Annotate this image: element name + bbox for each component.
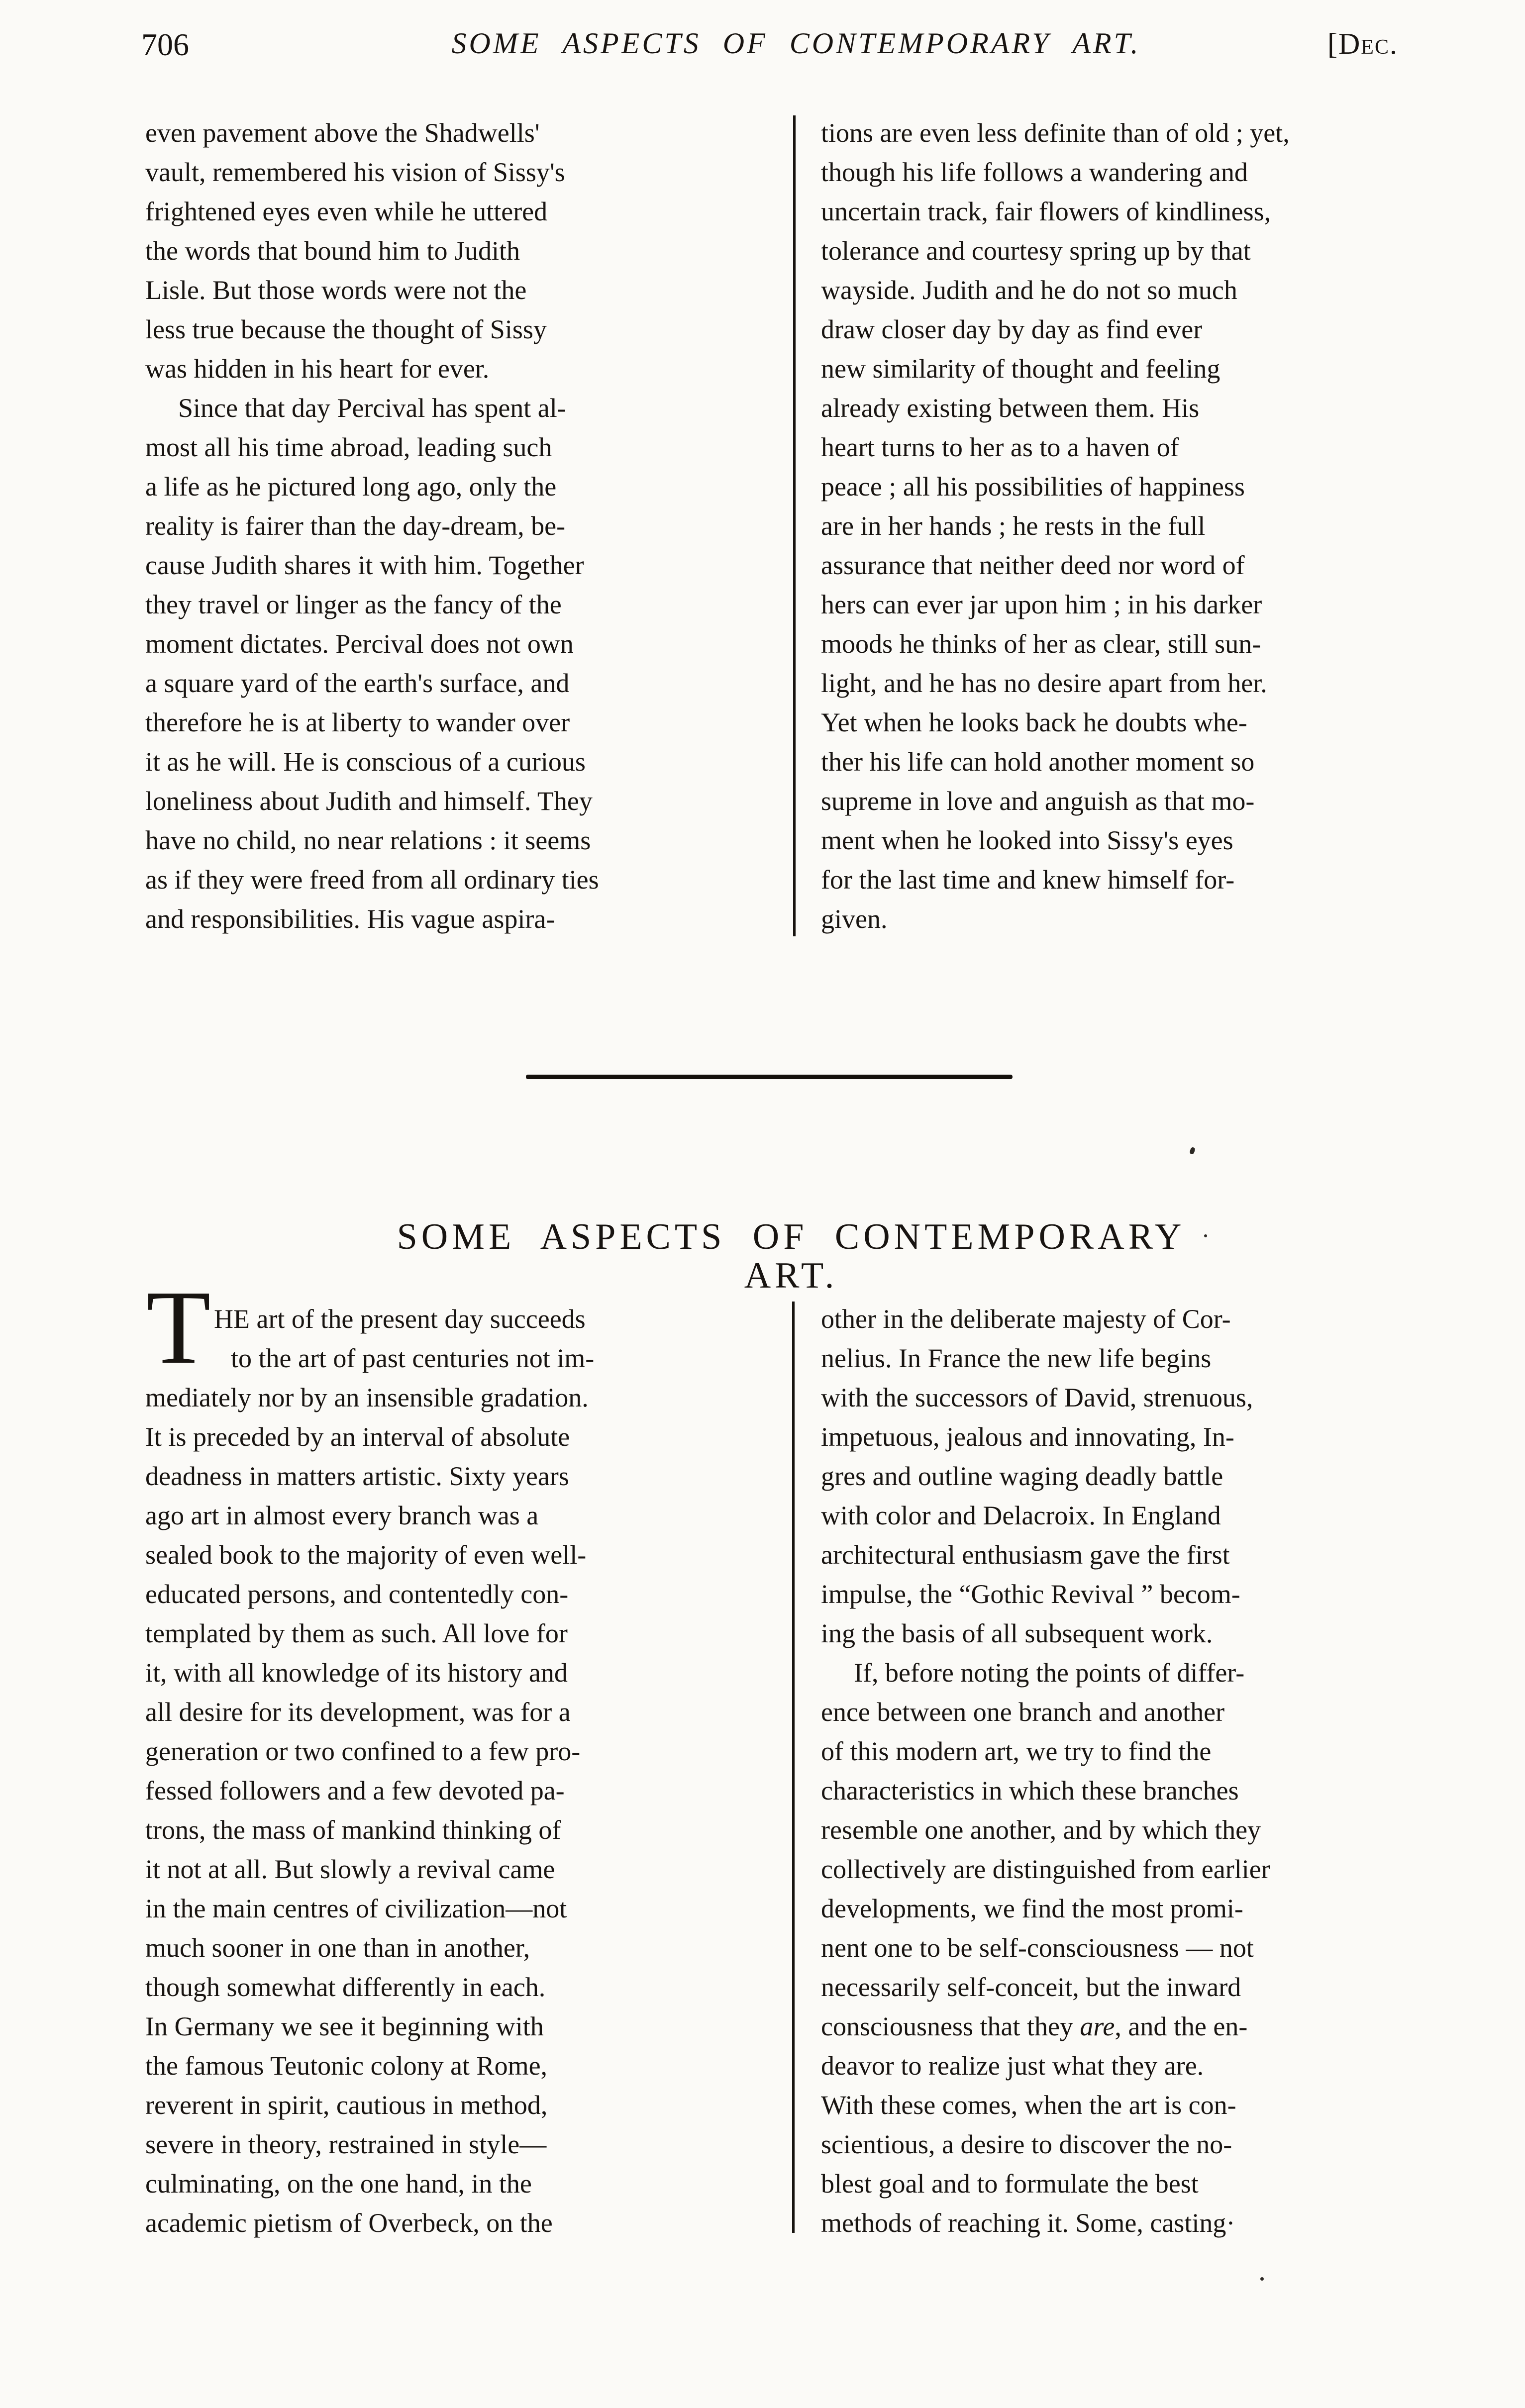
- text-line: [145, 2125, 785, 2164]
- line-text: much sooner in one than in another,: [145, 1933, 530, 1963]
- ink-speck: [1189, 1147, 1196, 1155]
- text-line: [821, 1614, 1451, 1653]
- text-line: [145, 1732, 785, 1771]
- line-text: deadness in matters artistic. Sixty years: [145, 1461, 569, 1491]
- line-text: methods of reaching it. Some, casting·: [821, 2208, 1235, 2238]
- text-line: [145, 782, 785, 821]
- text-line: [145, 1850, 785, 1889]
- line-text: wayside. Judith and he do not so much: [821, 275, 1237, 305]
- text-line: [821, 1850, 1451, 1889]
- text-line: [145, 1771, 785, 1810]
- text-line: [821, 860, 1451, 900]
- ending-article-right-column: [821, 113, 1451, 939]
- line-text: If, before noting the points of differ-: [854, 1658, 1245, 1688]
- line-text: architectural enthusiasm gave the first: [821, 1540, 1230, 1570]
- line-text: all desire for its development, was for a: [145, 1697, 571, 1727]
- line-text: even pavement above the Shadwells': [145, 118, 540, 148]
- text-line: [145, 821, 785, 860]
- line-text: and responsibilities. His vague aspira-: [145, 904, 555, 934]
- line-text: they travel or linger as the fancy of the: [145, 590, 562, 619]
- line-text: consciousness that they: [821, 2011, 1080, 2041]
- line-text: was hidden in his heart for ever.: [145, 354, 490, 384]
- text-line: [145, 271, 785, 310]
- line-text: educated persons, and contentedly con-: [145, 1579, 569, 1609]
- line-text: are in her hands ; he rests in the full: [821, 511, 1206, 541]
- text-line: [145, 1417, 785, 1457]
- line-text: characteristics in which these branches: [821, 1776, 1239, 1806]
- text-line: [821, 2204, 1451, 2243]
- text-line: [145, 389, 785, 428]
- text-line: [145, 1653, 785, 1693]
- line-text: ing the basis of all subsequent work.: [821, 1618, 1213, 1648]
- line-text: light, and he has no desire apart from her.: [821, 668, 1267, 698]
- text-line: [145, 506, 785, 546]
- text-line: [145, 113, 785, 153]
- line-text: it, with all knowledge of its history and: [145, 1658, 568, 1688]
- running-title: SOME ASPECTS OF CONTEMPORARY ART.: [451, 27, 1141, 60]
- text-line: [821, 192, 1451, 231]
- text-line: [821, 900, 1451, 939]
- line-text: given.: [821, 904, 888, 934]
- line-text: uncertain track, fair flowers of kindliness,: [821, 197, 1271, 226]
- line-text: new similarity of thought and feeling: [821, 354, 1220, 384]
- text-line: [821, 1732, 1451, 1771]
- line-text: nent one to be self-consciousness — not: [821, 1933, 1254, 1963]
- line-text: developments, we find the most promi-: [821, 1894, 1243, 1923]
- text-line: [821, 2164, 1451, 2204]
- line-text: mediately nor by an insensible gradation.: [145, 1383, 589, 1412]
- text-line: [821, 113, 1451, 153]
- line-text: the words that bound him to Judith: [145, 236, 520, 266]
- line-text: ther his life can hold another moment so: [821, 747, 1255, 777]
- line-text: moment dictates. Percival does not own: [145, 629, 574, 659]
- line-text: have no child, no near relations : it seems: [145, 825, 591, 855]
- text-line: [821, 389, 1451, 428]
- line-text: reverent in spirit, cautious in method,: [145, 2090, 548, 2120]
- line-text: impulse, the “Gothic Revival ” becom-: [821, 1579, 1240, 1609]
- text-line: [145, 349, 785, 389]
- line-text: collectively are distinguished from earlier: [821, 1854, 1270, 1884]
- line-text: Since that day Percival has spent al-: [178, 393, 566, 423]
- text-line: [145, 1889, 785, 1928]
- line-text: frightened eyes even while he uttered: [145, 197, 548, 226]
- text-line: [821, 1417, 1451, 1457]
- line-text: tolerance and courtesy spring up by that: [821, 236, 1251, 266]
- text-line: [145, 1575, 785, 1614]
- text-line: [145, 703, 785, 742]
- line-text: in the main centres of civilization—not: [145, 1894, 567, 1923]
- text-line: [145, 664, 785, 703]
- line-text: it not at all. But slowly a revival came: [145, 1854, 555, 1884]
- text-line: [145, 467, 785, 506]
- line-text: heart turns to her as to a haven of: [821, 432, 1179, 462]
- line-text: severe in theory, restrained in style—: [145, 2129, 547, 2159]
- text-line: [145, 153, 785, 192]
- column-divider-rule-top: [793, 115, 796, 936]
- text-line: [145, 1693, 785, 1732]
- line-text: assurance that neither deed nor word of: [821, 550, 1245, 580]
- ink-speck: [1204, 1234, 1207, 1237]
- article-title: SOME ASPECTS OF CONTEMPORARY ART.: [397, 1216, 1186, 1296]
- line-text: templated by them as such. All love for: [145, 1618, 568, 1648]
- text-line: [821, 467, 1451, 506]
- text-line: [821, 1653, 1451, 1693]
- text-line: [145, 1378, 785, 1417]
- line-text: ago art in almost every branch was a: [145, 1501, 539, 1530]
- line-text: fessed followers and a few devoted pa-: [145, 1776, 565, 1806]
- text-line: [145, 1614, 785, 1653]
- text-line: [145, 310, 785, 349]
- line-text: gres and outline waging deadly battle: [821, 1461, 1223, 1491]
- line-text: supreme in love and anguish as that mo-: [821, 786, 1255, 816]
- line-text: ment when he looked into Sissy's eyes: [821, 825, 1233, 855]
- line-text: cause Judith shares it with him. Together: [145, 550, 584, 580]
- text-line: [821, 782, 1451, 821]
- line-text: resemble one another, and by which they: [821, 1815, 1261, 1845]
- text-line: [145, 900, 785, 939]
- text-line: [821, 1889, 1451, 1928]
- text-line: [821, 1928, 1451, 1968]
- line-text: the famous Teutonic colony at Rome,: [145, 2051, 548, 2081]
- line-text: therefore he is at liberty to wander over: [145, 707, 570, 737]
- drop-cap-letter: T: [146, 1269, 211, 1386]
- issue-date-label: [Dec.: [1327, 27, 1398, 60]
- line-text: nelius. In France the new life begins: [821, 1343, 1212, 1373]
- text-line: [821, 1968, 1451, 2007]
- text-line: [145, 2086, 785, 2125]
- text-line: [145, 624, 785, 664]
- line-text: as if they were freed from all ordinary ties: [145, 865, 599, 895]
- line-text: reality is fairer than the day-dream, be-: [145, 511, 566, 541]
- text-line: [821, 546, 1451, 585]
- line-text: for the last time and knew himself for-: [821, 865, 1235, 895]
- line-text: a life as he pictured long ago, only the: [145, 472, 557, 502]
- line-text: Yet when he looks back he doubts whe-: [821, 707, 1247, 737]
- text-line: [145, 231, 785, 271]
- line-text: impetuous, jealous and innovating, In-: [821, 1422, 1234, 1452]
- line-text: less true because the thought of Sissy: [145, 314, 547, 344]
- text-line: [145, 428, 785, 467]
- text-line: [145, 1457, 785, 1496]
- line-text: moods he thinks of her as clear, still sun-: [821, 629, 1261, 659]
- text-line: [821, 703, 1451, 742]
- text-line: [821, 271, 1451, 310]
- line-text: trons, the mass of mankind thinking of: [145, 1815, 561, 1845]
- page-number: 706: [141, 27, 189, 62]
- text-line: [821, 231, 1451, 271]
- line-text: generation or two confined to a few pro-: [145, 1736, 581, 1766]
- text-line: [821, 1300, 1451, 1339]
- text-line: [145, 1928, 785, 1968]
- text-line: [145, 585, 785, 624]
- article-left-column: [145, 1300, 785, 2243]
- text-line: [145, 1496, 785, 1535]
- text-line: [821, 1535, 1451, 1575]
- ink-speck: [1260, 2277, 1264, 2281]
- line-text: culminating, on the one hand, in the: [145, 2169, 532, 2199]
- text-line: [821, 821, 1451, 860]
- line-text: Lisle. But those words were not the: [145, 275, 527, 305]
- text-line: [145, 860, 785, 900]
- line-text: it as he will. He is conscious of a curious: [145, 747, 586, 777]
- line-text: with color and Delacroix. In England: [821, 1501, 1221, 1530]
- text-line: [145, 742, 785, 782]
- line-text: academic pietism of Overbeck, on the: [145, 2208, 553, 2238]
- line-text: necessarily self-conceit, but the inward: [821, 1972, 1241, 2002]
- line-text: draw closer day by day as find ever: [821, 314, 1203, 344]
- line-text: a square yard of the earth's surface, and: [145, 668, 570, 698]
- line-text: blest goal and to formulate the best: [821, 2169, 1199, 2199]
- text-line: [821, 2086, 1451, 2125]
- italic-word: are: [1080, 2011, 1115, 2041]
- text-line: [145, 1535, 785, 1575]
- text-line: [821, 1771, 1451, 1810]
- text-line: [821, 506, 1451, 546]
- text-line: [821, 742, 1451, 782]
- text-line: [821, 2007, 1451, 2046]
- ending-article-left-column: [145, 113, 785, 939]
- line-text: with the successors of David, strenuous,: [821, 1383, 1253, 1412]
- text-line: [145, 2164, 785, 2204]
- text-line: [821, 585, 1451, 624]
- line-text: scientious, a desire to discover the no-: [821, 2129, 1232, 2159]
- line-text: , and the en-: [1115, 2011, 1248, 2041]
- text-line: [821, 1457, 1451, 1496]
- text-line: [821, 1339, 1451, 1378]
- text-line: [821, 1693, 1451, 1732]
- line-text: In Germany we see it beginning with: [145, 2011, 544, 2041]
- text-line: [821, 349, 1451, 389]
- line-text: hers can ever jar upon him ; in his darker: [821, 590, 1262, 619]
- text-line: [821, 1378, 1451, 1417]
- line-text: though his life follows a wandering and: [821, 157, 1248, 187]
- article-right-column: [821, 1300, 1451, 2243]
- text-line: [821, 2046, 1451, 2086]
- text-line: [821, 1810, 1451, 1850]
- text-line: [145, 546, 785, 585]
- line-text: already existing between them. His: [821, 393, 1200, 423]
- text-line: [145, 2204, 785, 2243]
- text-line: [145, 2007, 785, 2046]
- text-line: [821, 153, 1451, 192]
- text-line: [821, 1496, 1451, 1535]
- line-text: loneliness about Judith and himself. They: [145, 786, 593, 816]
- column-divider-rule-bottom: [792, 1302, 795, 2233]
- text-line: [145, 1810, 785, 1850]
- line-text: HE art of the present day succeeds: [214, 1304, 586, 1334]
- text-line: [821, 1575, 1451, 1614]
- text-line: [145, 192, 785, 231]
- line-text: other in the deliberate majesty of Cor-: [821, 1304, 1231, 1334]
- line-text: ence between one branch and another: [821, 1697, 1225, 1727]
- text-line: [821, 624, 1451, 664]
- text-line: [231, 1339, 785, 1378]
- text-line: [821, 428, 1451, 467]
- line-text: sealed book to the majority of even well-: [145, 1540, 587, 1570]
- text-line: [145, 1968, 785, 2007]
- text-line: [145, 2046, 785, 2086]
- line-text: though somewhat differently in each.: [145, 1972, 546, 2002]
- line-text: With these comes, when the art is con-: [821, 2090, 1236, 2120]
- text-line: [821, 310, 1451, 349]
- line-text: tions are even less definite than of old ; yet,: [821, 118, 1290, 148]
- line-text: It is preceded by an interval of absolute: [145, 1422, 570, 1452]
- text-line: [214, 1300, 785, 1339]
- text-line: [821, 2125, 1451, 2164]
- line-text: peace ; all his possibilities of happiness: [821, 472, 1245, 502]
- line-text: vault, remembered his vision of Sissy's: [145, 157, 565, 187]
- line-text: of this modern art, we try to find the: [821, 1736, 1212, 1766]
- line-text: deavor to realize just what they are.: [821, 2051, 1204, 2081]
- text-line: [821, 664, 1451, 703]
- line-text: to the art of past centuries not im-: [231, 1343, 595, 1373]
- article-separator-rule: [526, 1075, 1013, 1079]
- line-text: most all his time abroad, leading such: [145, 432, 552, 462]
